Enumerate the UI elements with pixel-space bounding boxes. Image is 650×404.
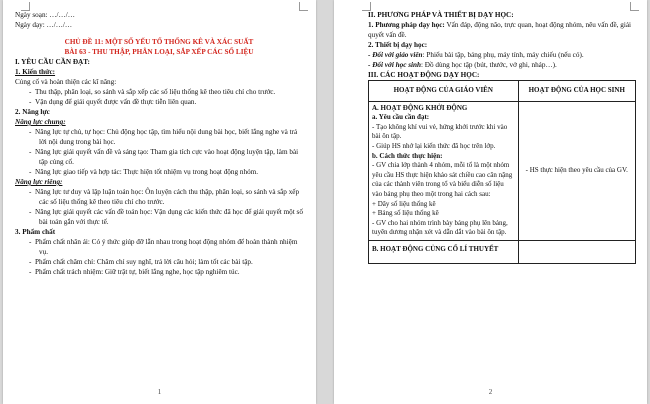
page-2-content bbox=[368, 10, 636, 264]
table-row bbox=[369, 101, 636, 240]
method-item: - GV chia lớp thành 4 nhóm, mỗi tổ là một nhóm yêu cầu HS thực hiện khảo sát chiều cao cân nặng của các thành viên trong tổ và biểu diễn số liệu vào bảng phụ theo một trong hai cách sau: bbox=[372, 161, 513, 198]
activities-table bbox=[368, 80, 636, 264]
skill-bullet: - Năng lực giải quyết vấn đề và sáng tạo: Tham gia tích cực vào hoạt động luyện tập, làm bài tập củng cố. bbox=[29, 148, 299, 166]
page-number: 1 bbox=[157, 388, 162, 396]
section-2-heading: II. PHƯƠNG PHÁP VÀ THIẾT BỊ DẠY HỌC: bbox=[368, 11, 514, 19]
teacher-equipment: - Đối với giáo viên: Phiếu bài tập, bảng phụ, máy tính, máy chiếu (nếu có). bbox=[368, 51, 584, 59]
teacher-activity-cell bbox=[369, 101, 519, 240]
knowledge-heading: 1. Kiến thức: bbox=[15, 68, 56, 76]
equipment-heading: 2. Thiết bị dạy học: bbox=[368, 41, 428, 49]
date-taught: Ngày dạy: …/…/… bbox=[15, 21, 73, 29]
date-prepared: Ngày soạn: …/…/… bbox=[15, 11, 75, 19]
skill-bullet: - Năng lực giao tiếp và hợp tác: Thực hiện tốt nhiệm vụ trong hoạt động nhóm. bbox=[29, 168, 259, 176]
document-page-2 bbox=[334, 0, 647, 404]
specific-skills-heading: Năng lực riêng: bbox=[15, 178, 63, 186]
knowledge-bullet: - Thu thập, phân loại, so sánh và sắp xếp các số liệu thống kê theo tiêu chí cho trước. bbox=[29, 88, 276, 96]
section-3-heading: III. CÁC HOẠT ĐỘNG DẠY HỌC: bbox=[368, 71, 480, 79]
quality-bullet: - Phẩm chất trách nhiệm: Giữ trật tự, biết lắng nghe, học tập nghiêm túc. bbox=[29, 268, 240, 276]
goal-heading: a. Yêu cầu cần đạt: bbox=[372, 113, 430, 122]
skills-heading: 2. Năng lực bbox=[15, 108, 50, 116]
teacher-column-header: HOẠT ĐỘNG CỦA GIÁO VIÊN bbox=[369, 81, 519, 102]
table-row bbox=[369, 240, 636, 263]
student-column-header: HOẠT ĐỘNG CỦA HỌC SINH bbox=[518, 81, 635, 102]
page-1-content bbox=[15, 10, 303, 277]
activity-a-title: A. HOẠT ĐỘNG KHỞI ĐỘNG bbox=[372, 103, 468, 112]
general-skills-heading: Năng lực chung: bbox=[15, 118, 66, 126]
skill-bullet: - Năng lực tư duy và lập luận toán học: Ôn luyện cách thu thập, phân loại, so sánh và sắp xếp các số liệu thống kê theo tiêu chí cho trước. bbox=[29, 188, 300, 206]
knowledge-bullet: - Vận dụng để giải quyết được vấn đề thực tiễn liên quan. bbox=[29, 98, 197, 106]
knowledge-intro: Củng cố và hoàn thiện các kĩ năng: bbox=[15, 78, 117, 86]
goal-item: - Tạo không khí vui vẻ, hứng khởi trước khi vào bài ôn tập. bbox=[372, 122, 508, 141]
empty-cell bbox=[518, 240, 635, 263]
method-item: + Dãy số liệu thống kê bbox=[372, 199, 436, 208]
goal-item: - Giúp HS nhớ lại kiến thức đã học trên lớp. bbox=[372, 141, 496, 150]
student-activity-cell: - HS thực hiện theo yêu cầu của GV. bbox=[518, 101, 635, 240]
methods-paragraph: 1. Phương pháp dạy học: Vấn đáp, động não, trực quan, hoạt động nhóm, nêu vấn đề, giải quyết vấn đề. bbox=[368, 21, 632, 39]
skill-bullet: - Năng lực tự chủ, tự học: Chủ động học tập, tìm hiểu nội dung bài học, biết lắng nghe và trả lời nội dung trong bài học. bbox=[29, 128, 298, 146]
skill-bullet: - Năng lực giải quyết các vấn đề toán học: Vận dụng các kiến thức đã học để giải quyết một số bài toán gắn với thực tế. bbox=[29, 208, 303, 226]
quality-bullet: - Phẩm chất chăm chỉ: Chăm chỉ suy nghĩ, trả lời câu hỏi; làm tốt các bài tập. bbox=[29, 258, 253, 266]
section-1-heading: I. YÊU CẦU CẦN ĐẠT: bbox=[15, 58, 90, 66]
page-number: 2 bbox=[488, 388, 493, 396]
table-header-row bbox=[369, 81, 636, 102]
lesson-title: BÀI 63 - THU THẬP, PHÂN LOẠI, SẮP XẾP CÁC SỐ LIỆU bbox=[64, 48, 254, 56]
topic-title: CHỦ ĐỀ 11: MỘT SỐ YẾU TỐ THỐNG KÊ VÀ XÁC SUẤT bbox=[64, 38, 254, 46]
method-item: - GV cho hai nhóm trình bày bảng phụ lên bảng, tuyên dương nhận xét và dẫn dắt vào bài ôn tập. bbox=[372, 218, 508, 237]
activity-b-title: B. HOẠT ĐỘNG CỦNG CỐ LÍ THUYẾT bbox=[369, 240, 519, 263]
student-equipment: - Đối với học sinh: Đồ dùng học tập (bút, thước, vở ghi, nháp…). bbox=[368, 61, 557, 69]
qualities-heading: 3. Phẩm chất bbox=[15, 228, 56, 236]
method-item: + Bảng số liệu thống kê bbox=[372, 209, 439, 218]
document-page-1 bbox=[3, 0, 316, 404]
method-heading: b. Cách thức thực hiện: bbox=[372, 151, 443, 160]
quality-bullet: - Phẩm chất nhân ái: Có ý thức giúp đỡ lẫn nhau trong hoạt động nhóm để hoàn thành nhiệm vụ. bbox=[29, 238, 298, 256]
